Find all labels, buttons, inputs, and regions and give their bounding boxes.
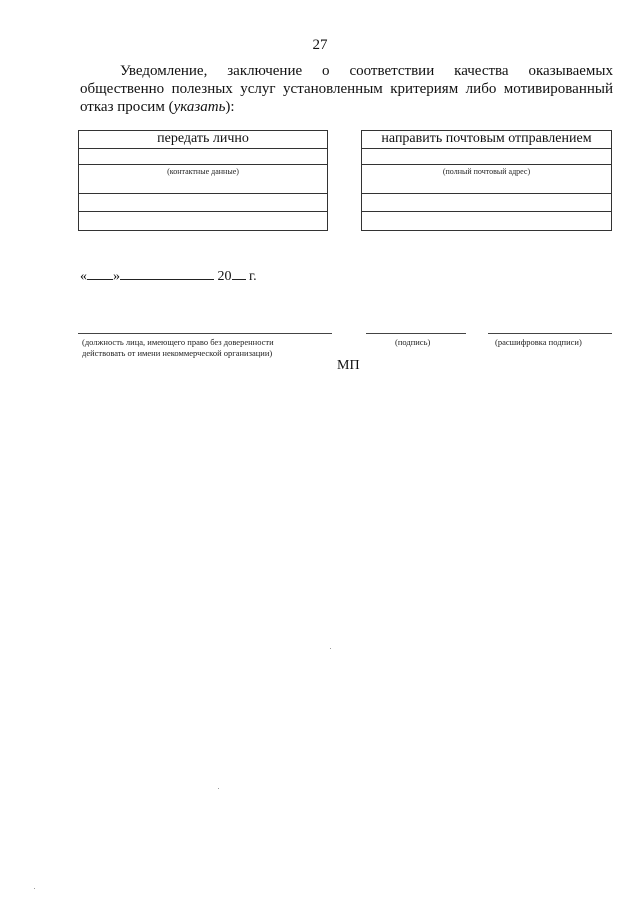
- year-suffix: г.: [249, 269, 257, 284]
- paragraph-line-3-italic: указать: [173, 99, 226, 115]
- stamp-place-label: МП: [337, 358, 360, 373]
- paragraph-line-3-prefix: отказ просим (: [80, 99, 174, 115]
- postal-address-caption: (полный почтовый адрес): [442, 167, 531, 176]
- hand-delivery-row[interactable]: [79, 149, 327, 165]
- hand-delivery-box: [78, 130, 328, 231]
- day-blank[interactable]: [87, 266, 113, 280]
- year-prefix: 20: [217, 269, 232, 284]
- date-open-quote: «: [80, 269, 87, 284]
- paragraph-line-2: общественно полезных услуг установленным критериям либо мотивированный: [80, 81, 613, 97]
- hand-delivery-row[interactable]: [79, 212, 327, 231]
- hand-delivery-header: передать лично: [79, 131, 327, 149]
- postal-address-row[interactable]: [362, 165, 611, 194]
- paragraph-line-1: Уведомление, заключение о соответствии качества оказываемых: [120, 63, 613, 79]
- position-caption-1: (должность лица, имеющего право без доверенности: [82, 337, 274, 347]
- hand-delivery-row[interactable]: [79, 194, 327, 212]
- request-paragraph: [80, 62, 613, 116]
- postal-delivery-row[interactable]: [362, 149, 611, 165]
- scan-speck: [34, 888, 35, 889]
- paragraph-line-3: [80, 98, 613, 116]
- position-line[interactable]: [78, 333, 332, 334]
- signature-caption: (подпись): [395, 337, 431, 347]
- position-caption-2: действовать от имени некоммерческой организации): [82, 348, 273, 358]
- date-line: [80, 266, 257, 285]
- signature-decode-line[interactable]: [488, 333, 612, 334]
- postal-delivery-header: направить почтовым отправлением: [362, 131, 611, 149]
- hand-delivery-contact-row[interactable]: [79, 165, 327, 194]
- year-blank[interactable]: [232, 266, 246, 280]
- contact-data-caption: (контактные данные): [167, 167, 239, 176]
- postal-delivery-box: [361, 130, 612, 231]
- date-close-quote: »: [113, 269, 120, 284]
- paragraph-line-3-suffix: ):: [225, 99, 235, 115]
- signature-decode-caption: (расшифровка подписи): [495, 337, 582, 347]
- month-blank[interactable]: [120, 266, 214, 280]
- scan-speck: [218, 788, 219, 789]
- postal-delivery-row[interactable]: [362, 194, 611, 212]
- signature-line[interactable]: [366, 333, 466, 334]
- scan-speck: [330, 648, 331, 649]
- postal-delivery-row[interactable]: [362, 212, 611, 231]
- page-number: 27: [312, 37, 328, 53]
